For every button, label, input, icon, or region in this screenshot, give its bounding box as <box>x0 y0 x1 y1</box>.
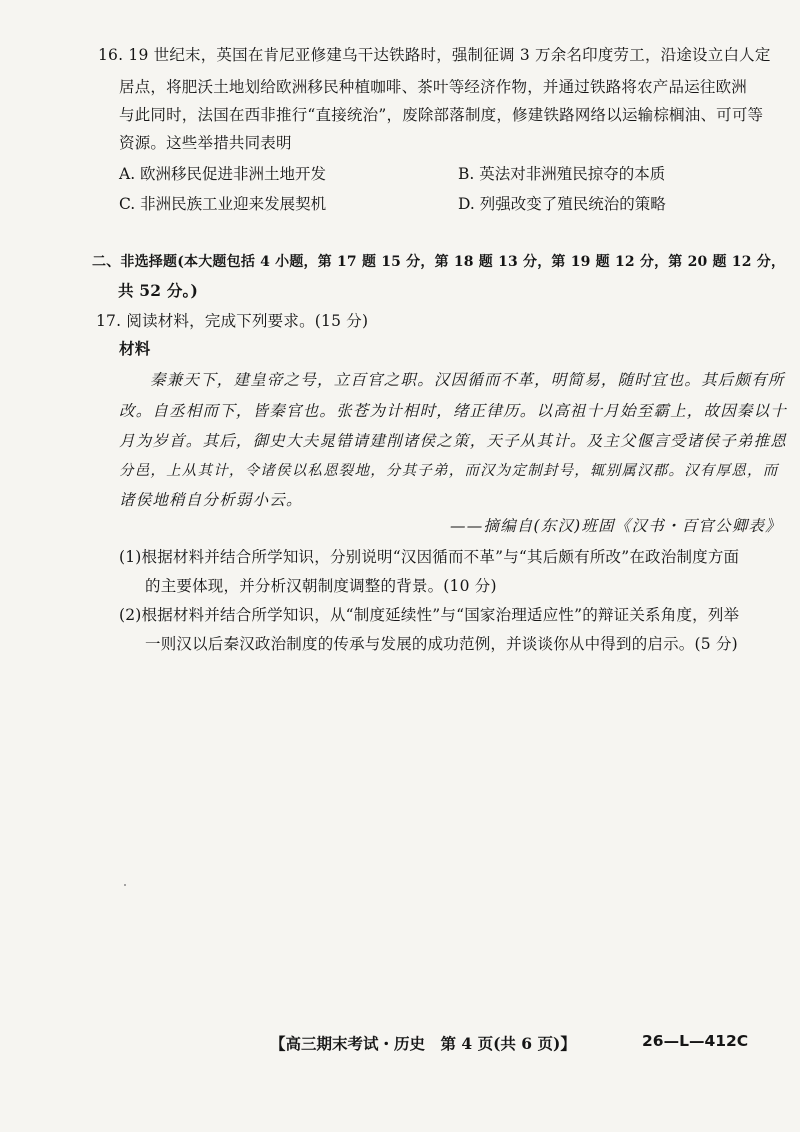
section-2-heading-line-1: 二、非选择题(本大题包括 4 小题，第 17 题 15 分，第 18 题 13 分，第 19 题 12 分，第 20 题 12 分， <box>92 254 786 270</box>
q17-material-line-3: 月为岁首。其后，御史大夫晁错请建削诸侯之策，天子从其计。及主父偃言受诸侯子弟推恩 <box>119 432 788 450</box>
paper-code: 26—L—412C <box>642 1032 749 1050</box>
q17-material-line-4: 分邑，上从其计，令诸侯以私恩裂地，分其子弟，而汉为定制封号，辄别属汉郡。汉有厚恩，而 <box>119 463 779 479</box>
q16-option-a: A. 欧洲移民促进非洲土地开发 <box>119 165 327 183</box>
q17-requirement-2-line-2: 一则汉以后秦汉政治制度的传承与发展的成功范例，并谈谈你从中得到的启示。(5 分) <box>145 635 738 653</box>
q17-material-line-5: 诸侯地稍自分析弱小云。 <box>119 491 303 509</box>
q16-stem-line-4: 资源。这些举措共同表明 <box>119 134 292 152</box>
q17-material-line-2: 改。自丞相而下，皆秦官也。张苍为计相时，绪正律历。以高祖十月始至霸上，故因秦以十 <box>119 402 788 420</box>
q17-requirement-1-line-2: 的主要体现，并分析汉朝制度调整的背景。(10 分) <box>145 577 497 595</box>
q17-material-source: ——摘编自(东汉)班固《汉书・百官公卿表》 <box>450 517 782 535</box>
section-2-heading-line-2: 共 52 分。) <box>118 281 199 300</box>
q16-option-c: C. 非洲民族工业迎来发展契机 <box>119 195 327 213</box>
q17-material-label: 材料 <box>119 339 151 358</box>
q16-stem-line-1: 16. 19 世纪末，英国在肯尼亚修建乌干达铁路时，强制征调 3 万余名印度劳工，沿途设立白人定 <box>98 46 771 64</box>
q16-stem-line-2: 居点，将肥沃土地划给欧洲移民种植咖啡、茶叶等经济作物，并通过铁路将农产品运往欧洲 <box>119 78 748 96</box>
q16-option-b: B. 英法对非洲殖民掠夺的本质 <box>458 165 666 183</box>
q17-requirement-1-line-1: (1)根据材料并结合所学知识，分别说明“汉因循而不革”与“其后颇有所改”在政治制度方面 <box>119 548 740 566</box>
q16-option-d: D. 列强改变了殖民统治的策略 <box>458 195 666 213</box>
q17-material-line-1: 秦兼天下，建皇帝之号，立百官之职。汉因循而不革，明简易，随时宜也。其后颇有所 <box>150 371 785 389</box>
q16-stem-line-3: 与此同时，法国在西非推行“直接统治”，废除部落制度，修建铁路网络以运输棕榈油、可可等 <box>119 106 764 124</box>
page-footer: 【高三期末考试・历史 第 4 页(共 6 页)】 <box>270 1034 576 1053</box>
q17-title: 17. 阅读材料，完成下列要求。(15 分) <box>96 312 369 330</box>
q17-requirement-2-line-1: (2)根据材料并结合所学知识，从“制度延续性”与“国家治理适应性”的辩证关系角度，列举 <box>119 606 740 624</box>
scan-speck <box>124 884 126 886</box>
